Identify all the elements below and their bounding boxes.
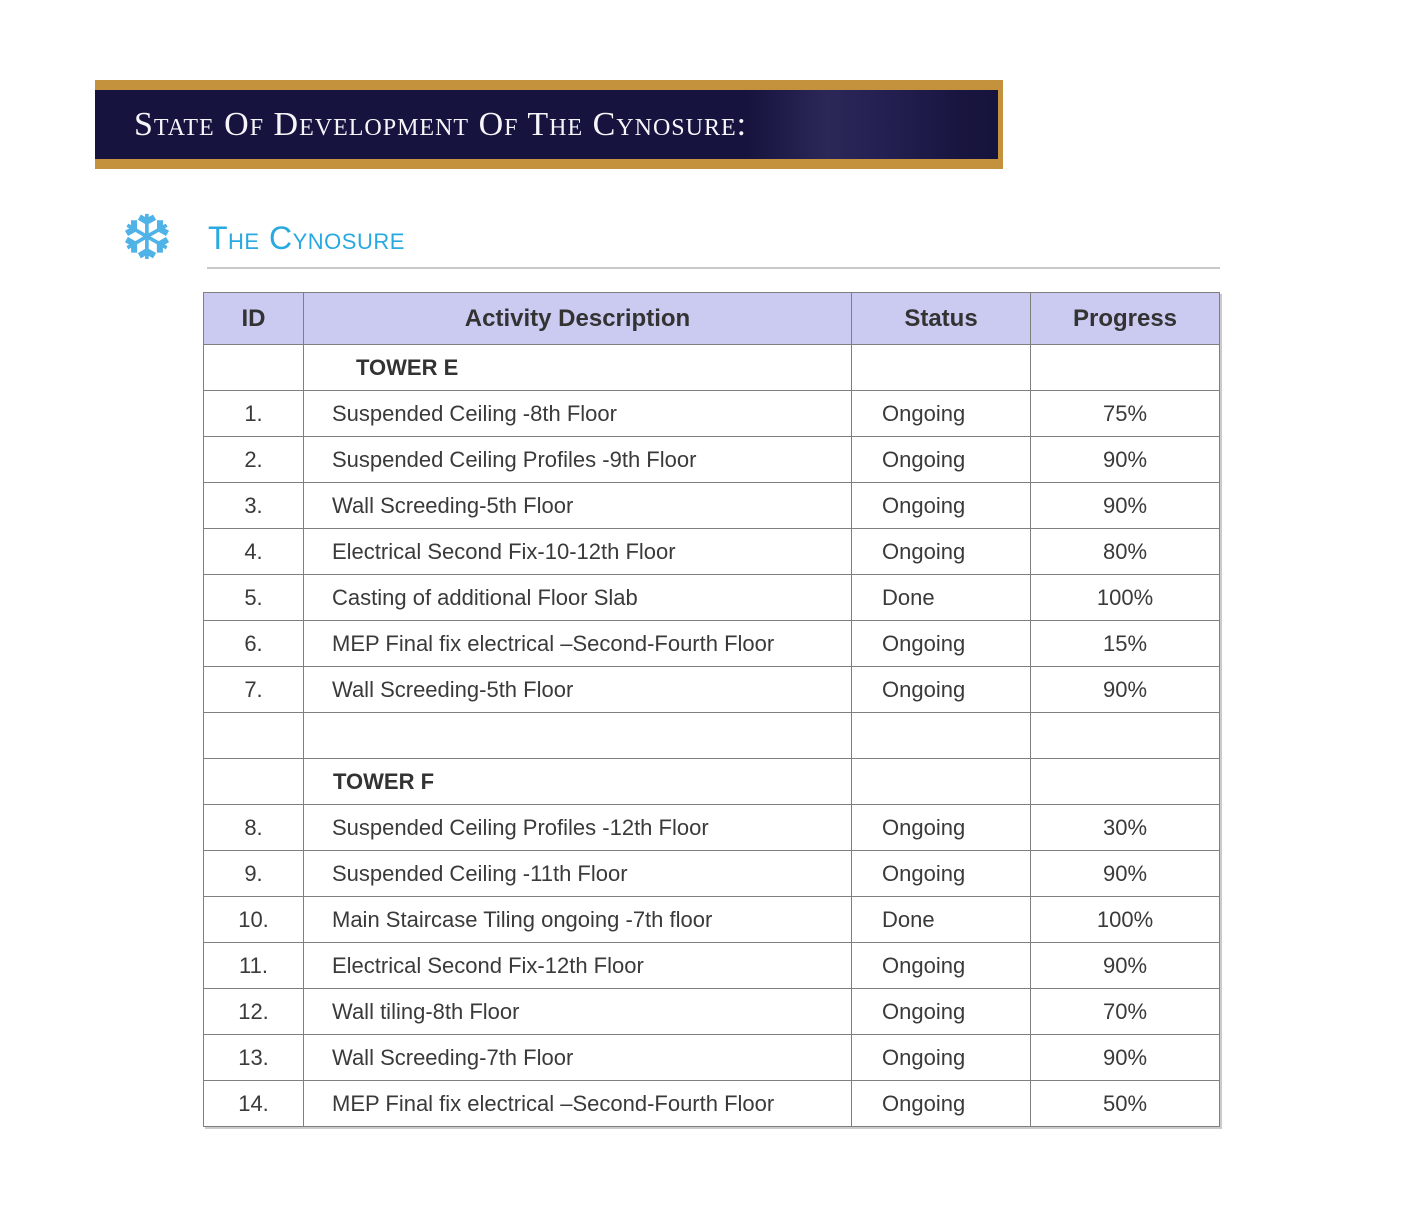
- cell-status: Ongoing: [852, 989, 1031, 1035]
- cell-progress: [1031, 713, 1220, 759]
- table-row: [204, 989, 1220, 1035]
- table-row: [204, 391, 1220, 437]
- cell-id: 13.: [204, 1035, 304, 1081]
- cell-id: 9.: [204, 851, 304, 897]
- cell-description: Electrical Second Fix-10-12th Floor: [304, 529, 852, 575]
- table-row: [204, 943, 1220, 989]
- cell-description: Electrical Second Fix-12th Floor: [304, 943, 852, 989]
- cell-status: Ongoing: [852, 1081, 1031, 1127]
- cell-id: 14.: [204, 1081, 304, 1127]
- cell-status: [852, 759, 1031, 805]
- table-row: [204, 621, 1220, 667]
- cell-description: MEP Final fix electrical –Second-Fourth Floor: [304, 1081, 852, 1127]
- cell-description: TOWER F: [304, 759, 852, 805]
- column-header-status: Status: [852, 293, 1031, 345]
- cell-id: 5.: [204, 575, 304, 621]
- table-header: [204, 293, 1220, 345]
- cell-status: Ongoing: [852, 529, 1031, 575]
- cell-status: Done: [852, 575, 1031, 621]
- cell-status: Ongoing: [852, 851, 1031, 897]
- cell-description: Suspended Ceiling Profiles -9th Floor: [304, 437, 852, 483]
- cell-description: MEP Final fix electrical –Second-Fourth Floor: [304, 621, 852, 667]
- cell-progress: 15%: [1031, 621, 1220, 667]
- cell-progress: 70%: [1031, 989, 1220, 1035]
- snowflake-icon: ❆: [121, 201, 173, 274]
- cell-status: Ongoing: [852, 805, 1031, 851]
- section-row: [204, 759, 1220, 805]
- brand-header: [114, 201, 405, 274]
- table-row: [204, 805, 1220, 851]
- section-row: [204, 345, 1220, 391]
- cell-progress: 50%: [1031, 1081, 1220, 1127]
- title-banner-inner: [95, 90, 998, 159]
- cell-status: Ongoing: [852, 943, 1031, 989]
- cell-id: [204, 713, 304, 759]
- cell-progress: 80%: [1031, 529, 1220, 575]
- column-header-progress: Progress: [1031, 293, 1220, 345]
- cell-id: 7.: [204, 667, 304, 713]
- cell-id: 4.: [204, 529, 304, 575]
- cell-id: 11.: [204, 943, 304, 989]
- brand-divider: [207, 267, 1220, 269]
- cell-description: TOWER E: [304, 345, 852, 391]
- cell-description: Main Staircase Tiling ongoing -7th floor: [304, 897, 852, 943]
- cell-status: Ongoing: [852, 437, 1031, 483]
- cell-id: 3.: [204, 483, 304, 529]
- cell-description: [304, 713, 852, 759]
- table-row: [204, 897, 1220, 943]
- table-row: [204, 851, 1220, 897]
- cell-progress: 100%: [1031, 575, 1220, 621]
- cell-status: Ongoing: [852, 1035, 1031, 1081]
- table-row: [204, 483, 1220, 529]
- cell-description: Wall Screeding-5th Floor: [304, 483, 852, 529]
- cell-id: 8.: [204, 805, 304, 851]
- cell-description: Suspended Ceiling -8th Floor: [304, 391, 852, 437]
- cell-description: Wall tiling-8th Floor: [304, 989, 852, 1035]
- activity-table: [203, 292, 1220, 1127]
- table-header-row: [204, 293, 1220, 345]
- column-header-id: ID: [204, 293, 304, 345]
- cell-progress: 75%: [1031, 391, 1220, 437]
- cell-progress: 100%: [1031, 897, 1220, 943]
- cell-progress: 90%: [1031, 943, 1220, 989]
- cell-progress: 90%: [1031, 667, 1220, 713]
- cell-id: 12.: [204, 989, 304, 1035]
- cell-status: Ongoing: [852, 483, 1031, 529]
- cell-id: 2.: [204, 437, 304, 483]
- cell-progress: [1031, 759, 1220, 805]
- table-body: [204, 345, 1220, 1127]
- cell-id: 1.: [204, 391, 304, 437]
- spacer-row: [204, 713, 1220, 759]
- cell-progress: 90%: [1031, 1035, 1220, 1081]
- cell-status: Ongoing: [852, 621, 1031, 667]
- table-row: [204, 1035, 1220, 1081]
- table-row: [204, 437, 1220, 483]
- cell-progress: 90%: [1031, 437, 1220, 483]
- cell-status: [852, 345, 1031, 391]
- table-row: [204, 529, 1220, 575]
- cell-id: [204, 345, 304, 391]
- table-row: [204, 575, 1220, 621]
- cell-description: Wall Screeding-7th Floor: [304, 1035, 852, 1081]
- cell-progress: 90%: [1031, 851, 1220, 897]
- cell-status: Ongoing: [852, 391, 1031, 437]
- cell-progress: [1031, 345, 1220, 391]
- brand-name: The Cynosure: [208, 219, 405, 256]
- column-header-description: Activity Description: [304, 293, 852, 345]
- cell-status: Done: [852, 897, 1031, 943]
- cell-description: Wall Screeding-5th Floor: [304, 667, 852, 713]
- table-row: [204, 1081, 1220, 1127]
- cell-status: [852, 713, 1031, 759]
- cell-status: Ongoing: [852, 667, 1031, 713]
- cell-id: [204, 759, 304, 805]
- cell-progress: 30%: [1031, 805, 1220, 851]
- cell-description: Suspended Ceiling -11th Floor: [304, 851, 852, 897]
- title-banner: [95, 80, 1003, 169]
- cell-id: 10.: [204, 897, 304, 943]
- cell-description: Casting of additional Floor Slab: [304, 575, 852, 621]
- cell-id: 6.: [204, 621, 304, 667]
- cell-progress: 90%: [1031, 483, 1220, 529]
- page-title: State Of Development Of The Cynosure:: [134, 105, 748, 143]
- cell-description: Suspended Ceiling Profiles -12th Floor: [304, 805, 852, 851]
- table-row: [204, 667, 1220, 713]
